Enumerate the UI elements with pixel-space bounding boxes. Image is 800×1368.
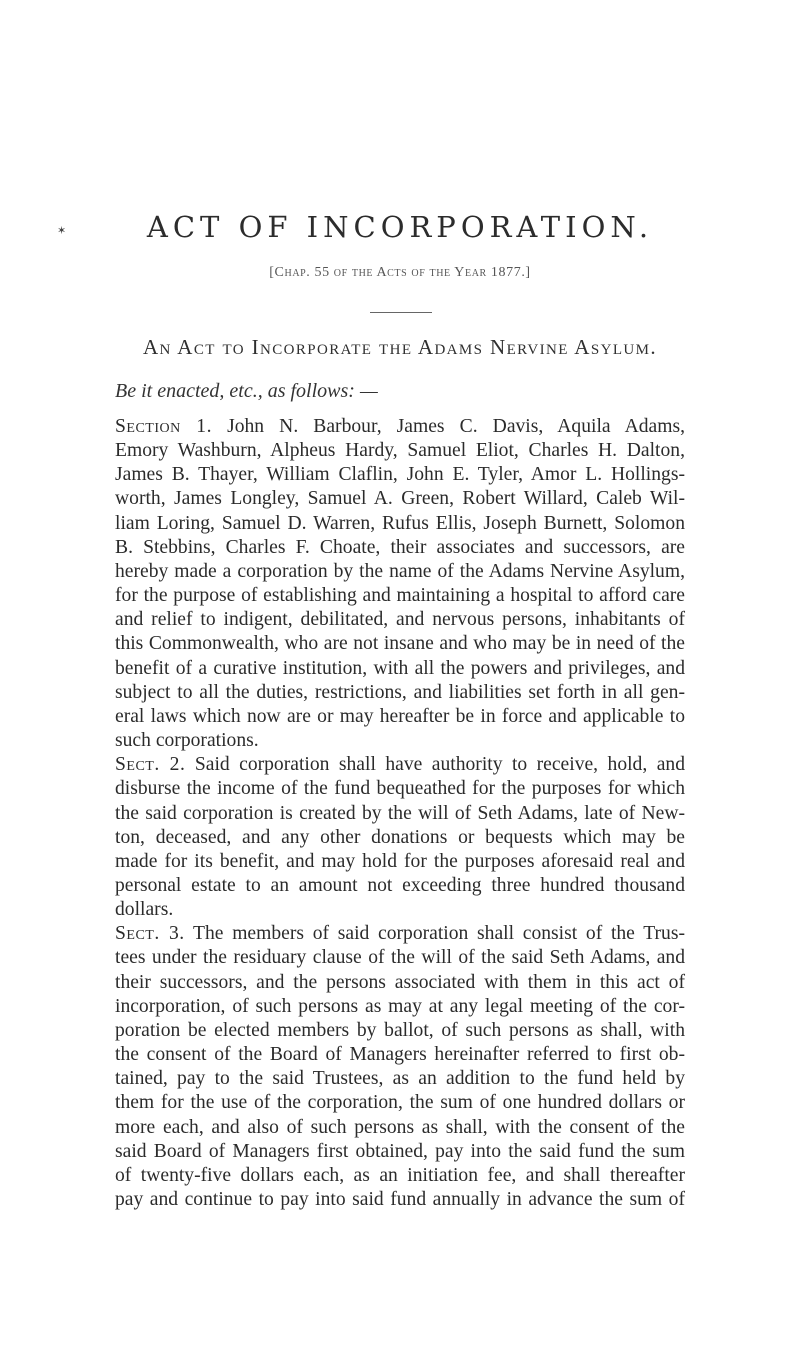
section-1-line-14: such corporations. [115,730,259,752]
section-3-line-4: incorporation, of such persons as may at any legal meeting of the cor- [115,995,685,1017]
section-1-line-2: Emory Washburn, Alpheus Hardy, Samuel Eliot, Charles H. Dalton, [115,440,685,462]
section-3-line-2: tees under the residuary clause of the will of the said Seth Adams, and [115,947,685,969]
section-3-line-8: them for the use of the corporation, the sum of one hundred dollars or [115,1092,685,1114]
section-1-line-11: benefit of a curative institution, with all the powers and privileges, and [115,657,685,679]
section-2-line-6: personal estate to an amount not exceeding three hundred thousand [115,874,685,896]
section-3-line-7: tained, pay to the said Trustees, as an addition to the fund held by [115,1068,685,1090]
section-1-line-1: Section 1. John N. Barbour, James C. Davis, Aquila Adams, [115,416,685,437]
section-3-label: Sect. 3. [115,923,185,945]
chapter-note: [Chap. 55 of the Acts of the Year 1877.] [269,265,531,280]
section-2-line-3: the said corporation is created by the will of Seth Adams, late of New- [115,802,685,824]
section-1-label: Section 1. [115,416,212,437]
section-3-line-6: the consent of the Board of Managers hereinafter referred to first ob- [115,1044,685,1066]
act-body [115,415,685,1212]
section-2-line-5: made for its benefit, and may hold for the purposes aforesaid real and [115,850,685,872]
section-3-line-3: their successors, and the persons associated with them in this act of [115,971,685,993]
section-3-line-12: pay and continue to pay into said fund annually in advance the sum of [115,1189,685,1210]
section-1-line-8: for the purpose of establishing and maintaining a hospital to afford care [115,585,685,607]
section-1-line-7: hereby made a corporation by the name of the Adams Nervine Asylum, [115,560,685,582]
section-2-line-7: dollars. [115,899,174,921]
margin-mark-icon: ✶ [57,225,67,237]
section-3-line-10: said Board of Managers first obtained, pay into the said fund the sum [115,1140,685,1162]
section-2-line-2: disburse the income of the fund bequeathed for the purposes for which [115,778,685,800]
section-1-line-3: James B. Thayer, William Claflin, John E. Tyler, Amor L. Hollings- [115,464,685,486]
section-1-line-10: this Commonwealth, who are not insane and who may be in need of the [115,633,685,655]
section-3-line-5: poration be elected members by ballot, of such persons as shall, with [115,1019,685,1041]
page-heading: ACT OF INCORPORATION. [146,210,654,244]
section-1-line-13: eral laws which now are or may hereafter be in force and applicable to [115,705,685,727]
section-3-line-11: of twenty-five dollars each, as an initiation fee, and shall thereafter [115,1164,685,1186]
enacting-clause: Be it enacted, etc., as follows: — [115,380,378,402]
section-2-line-1: Sect. 2. Said corporation shall have authority to receive, hold, and [115,754,685,776]
section-2-label: Sect. 2. [115,754,186,776]
title-divider [370,312,432,313]
section-1-line-9: and relief to indigent, debilitated, and nervous persons, inhabitants of [115,609,685,631]
section-2-line-4: ton, deceased, and any other donations or bequests which may be [115,826,685,848]
section-3-line-1: Sect. 3. The members of said corporation shall consist of the Trus- [115,923,685,945]
section-3-line-9: more each, and also of such persons as shall, with the consent of the [115,1116,685,1138]
section-1-line-5: liam Loring, Samuel D. Warren, Rufus Ellis, Joseph Burnett, Solomon [115,512,685,534]
section-1-line-12: subject to all the duties, restrictions, and liabilities set forth in all gen- [115,681,685,703]
section-1-line-6: B. Stebbins, Charles F. Choate, their associates and successors, are [115,536,685,558]
section-1-line-4: worth, James Longley, Samuel A. Green, Robert Willard, Caleb Wil- [115,488,685,510]
act-title: An Act to Incorporate the Adams Nervine Asylum. [142,335,658,359]
